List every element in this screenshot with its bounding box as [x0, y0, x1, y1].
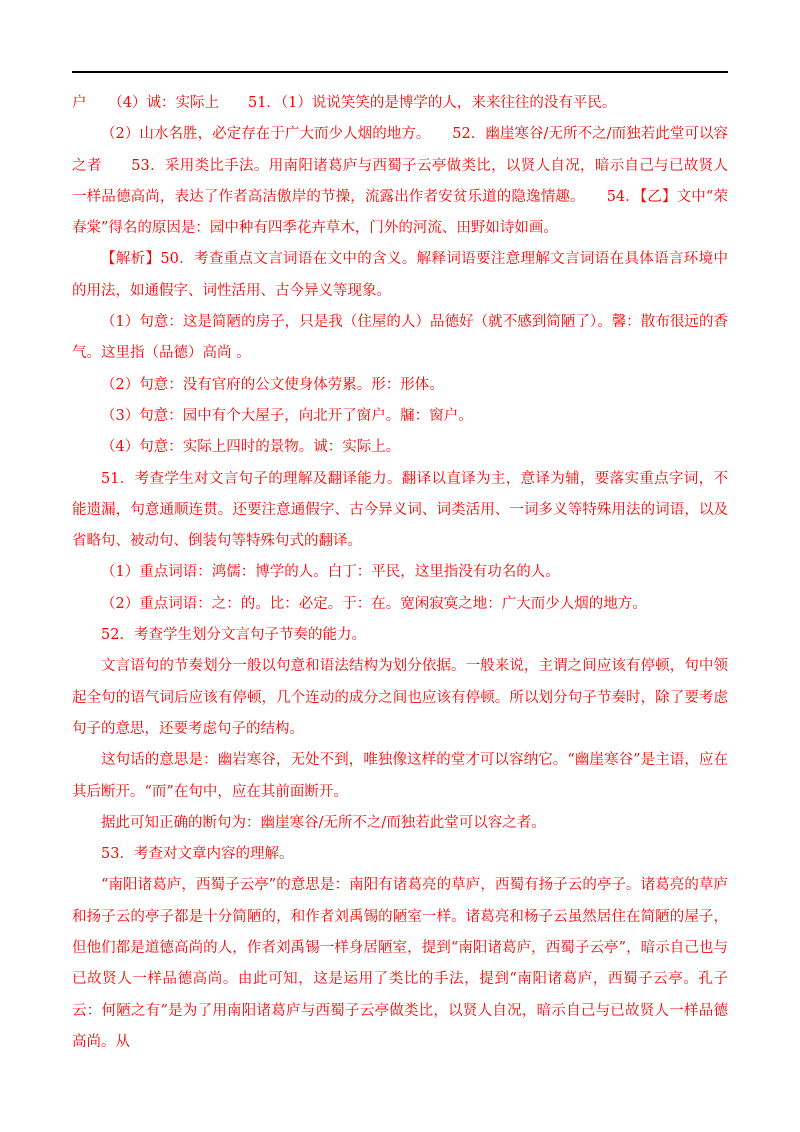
analysis-paragraph: 文言语句的节奏划分一般以句意和语法结构为划分依据。一般来说，主谓之间应该有停顿，句中领起全句的语气词后应该有停顿，几个连动的成分之间也应该有停顿。所以划分句子节奏时，除了要考虑句子的意思，还要考虑句子的结构。	[72, 658, 728, 737]
analysis-paragraph: 这句话的意思是：幽岩寒谷，无处不到，唯独像这样的堂才可以容纳它。“幽崖寒谷”是主语，应在其后断开。“而”在句中，应在其前面断开。	[72, 752, 728, 800]
analysis-paragraph: 【解析】50．考查重点文言词语在文中的含义。解释词语要注意理解文言词语在具体语言环境中的用法，如通假字、词性活用、古今异义等现象。	[72, 251, 728, 299]
header-rule	[72, 71, 728, 73]
analysis-paragraph: 据此可知正确的断句为：幽崖寒谷/无所不之/而独若此堂可以容之者。	[101, 814, 546, 831]
analysis-paragraph: “南阳诸葛庐，西蜀子云亭”的意思是：南阳有诸葛亮的草庐，西蜀有扬子云的亭子。诸葛亮的草庐和扬子云的亭子都是十分简陋的，和作者刘禹锡的陋室一样。诸葛亮和杨子云虽然居住在简陋的屋子，但他们都是道德高尚的人，作者刘禹锡一样身居陋室，提到“南阳诸葛庐，西蜀子云亭”，暗示自己也与已故贤人一样品德高尚。由此可知，这是运用了类比的手法，提到“南阳诸葛庐，西蜀子云亭。孔子云：何陋之有”是为了用南阳诸葛庐与西蜀子云亭做类比，以贤人自况，暗示自己与已故贤人一样品德高尚。从	[72, 877, 728, 1050]
analysis-paragraph: （1）重点词语：鸿儒：博学的人。白丁：平民，这里指没有功名的人。	[101, 564, 560, 581]
analysis-paragraph: （2）重点词语：之：的。比：必定。于：在。宽闲寂寞之地：广大而少人烟的地方。	[101, 595, 647, 612]
analysis-paragraph: （2）句意：没有官府的公文使身体劳累。形：形体。	[101, 376, 444, 393]
analysis-paragraph: 53．考查对文章内容的理解。	[101, 846, 294, 863]
analysis-paragraph: （3）句意：园中有个大屋子，向北开了窗户。牖：窗户。	[101, 407, 473, 424]
analysis-paragraph: 52．考查学生划分文言句子节奏的能力。	[101, 627, 366, 644]
analysis-paragraph: （1）句意：这是简陋的房子，只是我（住屋的人）品德好（就不感到简陋了）。馨：散布很远的香气。这里指（品德）高尚 。	[72, 314, 728, 362]
analysis-paragraph: （4）句意：实际上四时的景物。诚：实际上。	[101, 439, 401, 456]
answer-paragraph: 户 （4）诚：实际上 51．（1）说说笑笑的是博学的人，来来往往的没有平民。	[72, 95, 617, 111]
analysis-paragraph: 51．考查学生对文言句子的理解及翻译能力。翻译以直译为主，意译为辅，要落实重点字词，不能遗漏，句意通顺连贯。还要注意通假字、古今异义词、词类活用、一词多义等特殊用法的词语，以及省略句、被动句、倒装句等特殊句式的翻译。	[72, 470, 728, 550]
answer-paragraph: （2）山水名胜，必定存在于广大而少人烟的地方。 52．幽崖寒谷/无所不之/而独若此堂可以容之者 53．采用类比手法。用南阳诸葛庐与西蜀子云亭做类比，以贤人自况，暗示自己与已故贤人一样品德高尚，表达了作者高洁傲岸的节操，流露出作者安贫乐道的隐逸情趣。 54．【乙】文中“荣春棠”得名的原因是：园中种有四季花卉草木，门外的河流、田野如诗如画。	[72, 126, 728, 237]
document-body	[72, 88, 728, 1058]
